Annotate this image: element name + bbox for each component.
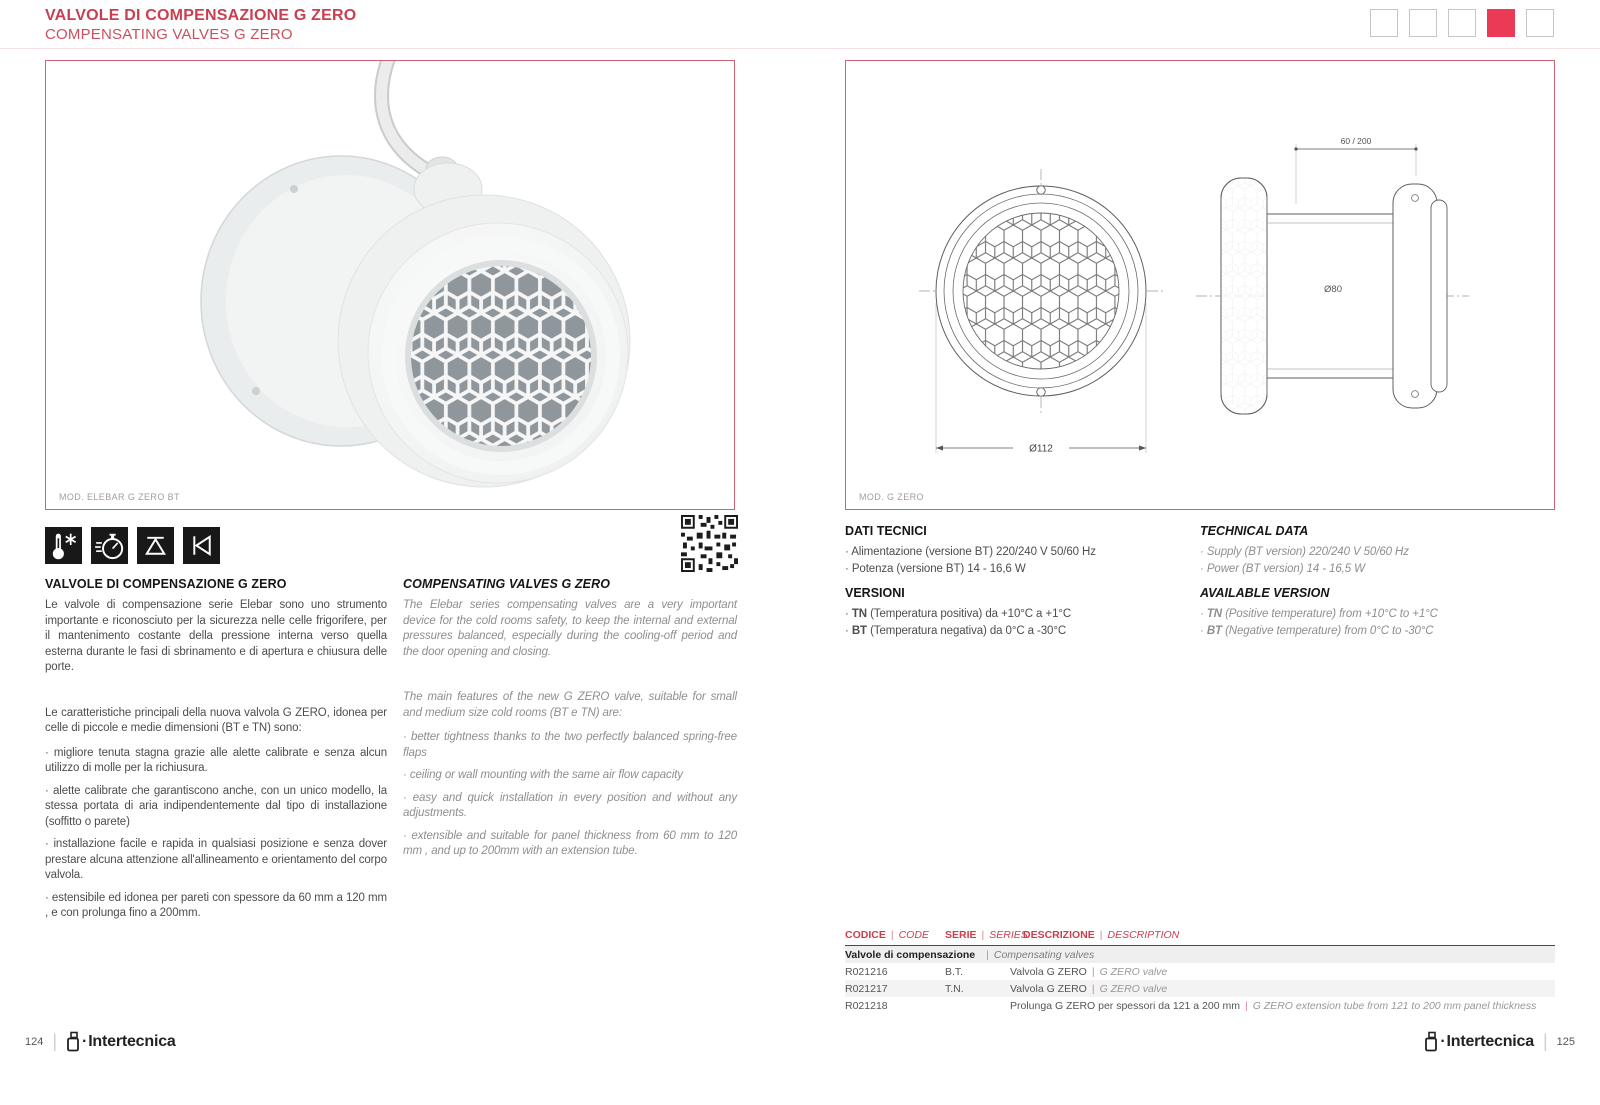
bullet-item: · better tightness thanks to the two perfectly balanced spring-free flaps [403,731,737,759]
technical-drawing-frame [845,60,1555,510]
paragraph: The Elebar series compensating valves are a very important device for the cold rooms safety, to keep the internal and external pressures balanced, especially during the cooling-off period and the door opening and closing. [403,599,737,658]
table-header: CODICE | CODE SERIE | SERIES DESCRIZIONE | DESCRIPTION [845,926,1555,946]
dimension-front: Ø112 [1029,443,1053,455]
bullet-item: · migliore tenuta stagna grazie alle alette calibrate e senza alcun utilizzo di molle per la richiusura. [45,746,387,774]
product-photo [46,61,734,509]
bullet-item: · ceiling or wall mounting with the same air flow capacity [403,769,683,781]
technical-data-heading: TECHNICAL DATA [1200,524,1309,538]
version-line: · TN (Temperatura positiva) da +10°C a +1°C [845,608,1072,620]
footer-right [1424,1031,1575,1052]
available-version [1200,586,1552,640]
page-title [45,7,356,43]
technical-data [1200,524,1552,578]
intertecnica-logo-icon [1424,1031,1439,1052]
thermometer-snowflake-icon [45,527,82,564]
version-line: · BT (Negative temperature) from 0°C to -30°C [1200,625,1434,637]
section-square [1526,9,1554,37]
bullet-item: · estensibile ed idonea per pareti con spessore da 60 mm a 120 mm , e con prolunga fino a 200mm. [45,891,387,919]
paragraph: Le valvole di compensazione serie Elebar sono uno strumento importante e riconosciuto per la sicurezza nelle celle frigorifere, per il mantenimento costante della pressione interna verso quella esterna durante le fasi di sbrinamento e di apertura e chiusura delle porte. [45,599,387,673]
model-label: MOD. ELEBAR G ZERO BT [59,492,180,502]
description-italian [45,577,387,929]
versioni-heading: VERSIONI [845,586,905,600]
bullet-item: · alette calibrate che garantiscono anche, con un unico modello, la stessa portata di aria indipendentemente dal tipo di installazione (soffitto o parete) [45,784,387,828]
page-number-right: 125 [1556,1035,1575,1048]
brand-logo: · Intertecnica [1424,1031,1534,1052]
description-english [403,577,737,867]
bullet-item: · installazione facile e rapida in qualsiasi posizione e senza dover prestare alcuna attenzione all'allineamento e orientamento del corpo valvola. [45,838,387,881]
description-heading-en: COMPENSATING VALVES G ZERO [403,577,611,591]
section-indicator [1370,9,1554,37]
version-line: · TN (Positive temperature) from +10°C to +1°C [1200,608,1438,620]
brand-logo: · Intertecnica [66,1031,176,1052]
versioni [845,586,1197,640]
table-row: R021216 B.T. Valvola G ZERO | G ZERO valve [845,965,1168,978]
valve-cone-icon [137,527,174,564]
codes-table [845,926,1555,1014]
footer-left [25,1031,176,1052]
dimension-side: Ø80 [1324,284,1342,295]
dati-tecnici-heading: DATI TECNICI [845,524,927,538]
feature-icons [45,527,220,564]
stopwatch-icon [91,527,128,564]
spec-line: · Alimentazione (versione BT) 220/240 V 50/60 Hz [845,546,1096,558]
valve-flap-icon [183,527,220,564]
header-divider [0,48,1600,49]
paragraph: Le caratteristiche principali della nuova valvola G ZERO, idonea per celle di piccole e medie dimensioni (BT e TN) sono: [45,706,387,734]
footer-divider: | [52,1031,58,1051]
section-square [1370,9,1398,37]
section-square [1448,9,1476,37]
page-number-left: 124 [25,1035,44,1048]
table-row: R021217 T.N. Valvola G ZERO | G ZERO valve [845,980,1555,997]
bullet-item: · easy and quick installation in every position and without any adjustments. [403,791,737,819]
technical-drawing [846,61,1554,509]
title-english: COMPENSATING VALVES G ZERO [45,26,293,43]
dati-tecnici [845,524,1197,578]
available-version-heading: AVAILABLE VERSION [1200,586,1330,600]
model-label: MOD. G ZERO [859,492,924,502]
paragraph: The main features of the new G ZERO valve, suitable for small and medium size cold rooms (BT e TN) are: [403,691,737,719]
footer-divider: | [1542,1031,1548,1051]
section-square [1409,9,1437,37]
spec-line: · Potenza (versione BT) 14 - 16,6 W [845,563,1026,575]
qr-code [681,515,738,572]
table-group-row: Valvole di compensazione | Compensating valves [845,946,1555,963]
spec-line: · Supply (BT version) 220/240 V 50/60 Hz [1200,546,1409,558]
side-view [1196,136,1469,414]
bullet-item: · extensible and suitable for panel thickness from 60 mm to 120 mm , and up to 200mm with an extension tube. [403,829,737,857]
front-view [919,169,1163,455]
title-italian: VALVOLE DI COMPENSAZIONE G ZERO [45,7,357,24]
dimension-top: 60 / 200 [1340,136,1372,146]
section-square-active [1487,9,1515,37]
product-photo-frame [45,60,735,510]
table-row: R021218 Prolunga G ZERO per spessori da 121 a 200 mm | G ZERO extension tube from 121 to 200 mm panel thickness [845,999,1537,1012]
intertecnica-logo-icon [66,1031,81,1052]
spec-line: · Power (BT version) 14 - 16,5 W [1200,563,1365,575]
description-heading-it: VALVOLE DI COMPENSAZIONE G ZERO [45,577,287,591]
version-line: · BT (Temperatura negativa) da 0°C a -30°C [845,625,1067,637]
